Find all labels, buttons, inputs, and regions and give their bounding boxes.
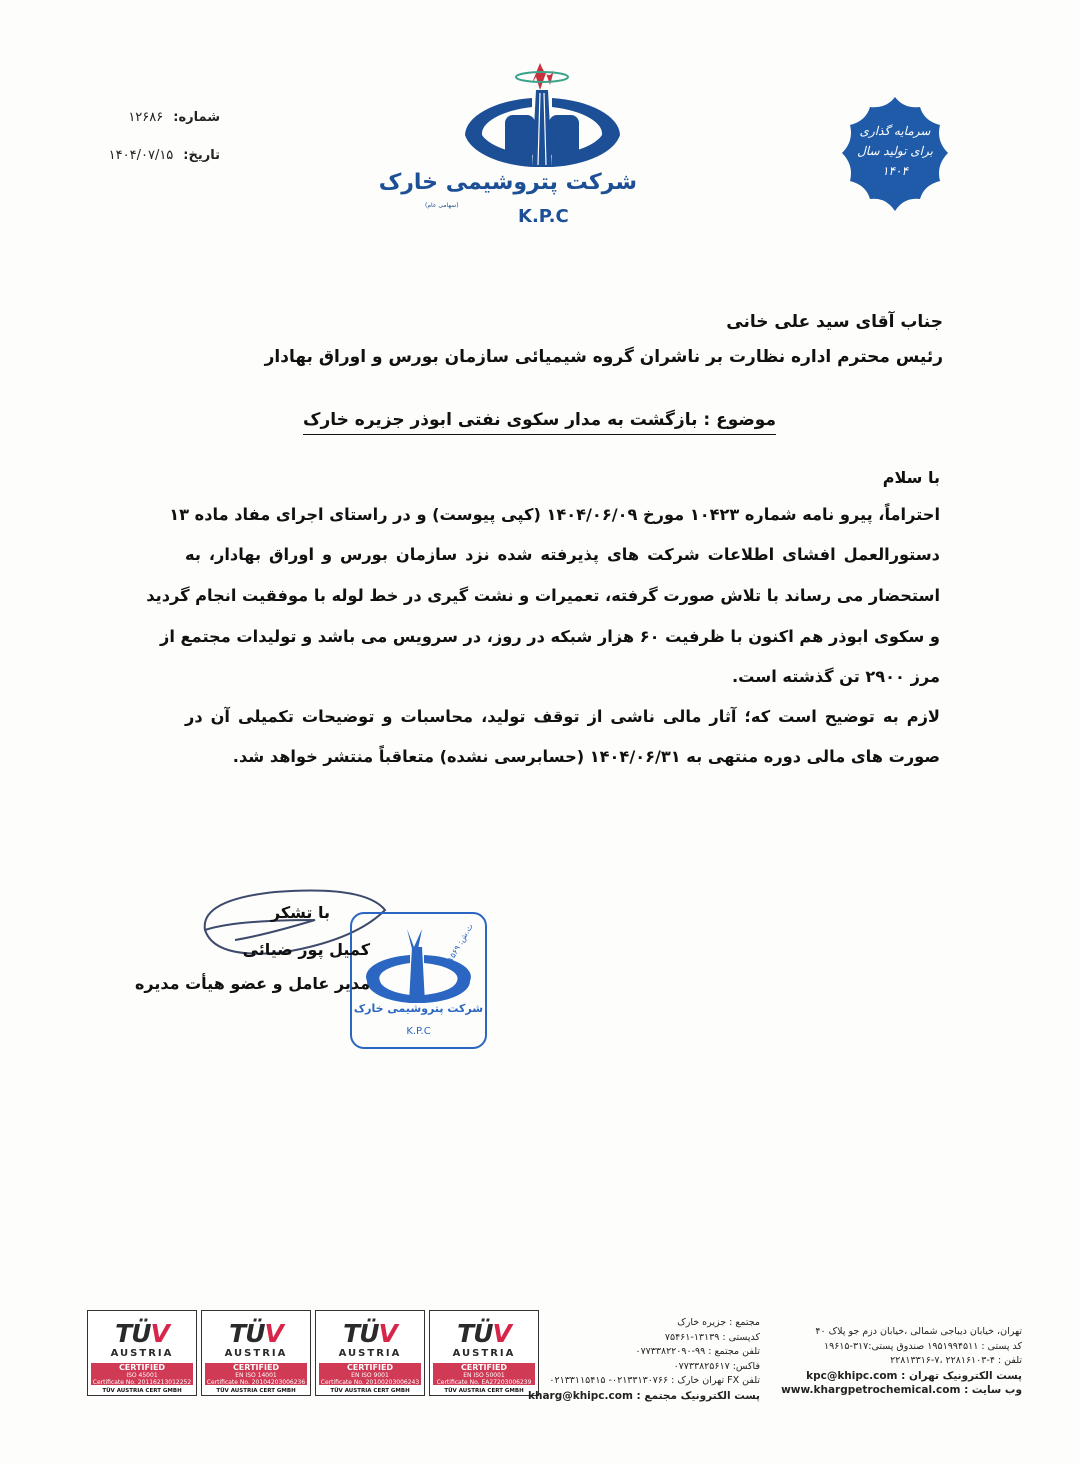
signer-title: مدیر عامل و عضو هیأت مدیره: [134, 974, 370, 993]
cert-standard: EN ISO 50001: [463, 1372, 505, 1379]
motto-text: سرمایه گذاری برای تولید سال ۱۴۰۴: [857, 124, 933, 178]
cert-standard: ISO 45001: [126, 1372, 158, 1379]
cert-label: CERTIFIED: [232, 1363, 280, 1372]
number-label: شماره:: [173, 110, 220, 125]
cert-country: AUSTRIA: [110, 1348, 174, 1359]
company-logo-icon: [460, 55, 630, 175]
recipient-name: جناب آقای سید علی خانی: [726, 312, 943, 332]
company-name: شرکت پتروشیمی خارک: [378, 170, 637, 195]
complex-line: مجتمع : جزیره خارک: [677, 1317, 760, 1328]
letter-date: [100, 148, 220, 163]
cert-issuer: TÜV AUSTRIA CERT GMBH: [330, 1388, 410, 1394]
tuv-logo-icon: TÜV: [115, 1319, 169, 1348]
date-label: تاریخ:: [183, 148, 220, 163]
cert-label: CERTIFIED: [118, 1363, 166, 1372]
body-line: دستورالعمل افشای اطلاعات شرکت های پذیرفته شده نزد سازمان بورس و اوراق بهادار، به: [185, 545, 940, 564]
stamp-reg: ث.ش: ۱۱۵۶۹: [444, 922, 476, 967]
certificate-badge: [201, 1310, 311, 1396]
company-abbr: K.P.C: [518, 206, 569, 227]
body-line: و سکوی ابوذر هم اکنون با ظرفیت ۶۰ هزار شبکه در روز، در سرویس می باشد و تولیدات مجتمع از: [160, 627, 940, 646]
stamp-text: شرکت پتروشیمی خارک: [353, 1002, 484, 1015]
certificate-badge: [429, 1310, 539, 1396]
cert-number: Certificate No. EA27203006239: [436, 1379, 532, 1386]
cert-number: Certificate No. 20116213012252: [92, 1379, 192, 1386]
stamp-abbr: K.P.C: [406, 1026, 431, 1037]
complex-line: کدپستی : ۱۳۱۳۹-۷۵۴۶۱: [664, 1331, 760, 1343]
cert-country: AUSTRIA: [338, 1348, 402, 1359]
body-line: استحضار می رساند با تلاش صورت گرفته، تعمیرات و نشت گیری در خط لوله با موفقیت انجام گردید: [146, 586, 940, 605]
greeting: با سلام: [882, 468, 940, 487]
complex-address: [528, 1316, 760, 1403]
closing: با تشکر: [270, 903, 330, 922]
cert-issuer: TÜV AUSTRIA CERT GMBH: [444, 1388, 524, 1394]
cert-standard: EN ISO 9001: [351, 1372, 389, 1379]
tuv-logo-icon: TÜV: [343, 1319, 397, 1348]
tehran-address: [781, 1325, 1022, 1398]
cert-country: AUSTRIA: [224, 1348, 288, 1359]
cert-standard: EN ISO 14001: [235, 1372, 277, 1379]
tehran-email: پست الکترونیک تهران : kpc@khipc.com: [806, 1369, 1022, 1382]
date-value: ۱۴۰۴/۰۷/۱۵: [108, 148, 174, 163]
tuv-logo-icon: TÜV: [229, 1319, 283, 1348]
signer-name: کمیل پور ضیائی: [242, 940, 370, 959]
cert-issuer: TÜV AUSTRIA CERT GMBH: [102, 1388, 182, 1394]
complex-line: تلفن مجتمع : ۹۹-۰۷۷۳۳۸۲۲۰۹۰: [635, 1346, 760, 1357]
body-line: مرز ۲۹۰۰ تن گذشته است.: [732, 667, 940, 686]
company-stamp: [350, 912, 487, 1049]
letter-number: [100, 110, 220, 125]
complex-line: فاکس: ۰۷۷۳۳۸۲۵۶۱۷: [673, 1360, 760, 1372]
complex-email: پست الکترونیک مجتمع : kharg@khipc.com: [527, 1389, 760, 1402]
cert-country: AUSTRIA: [452, 1348, 516, 1359]
cert-number: Certificate No. 20104203006236: [206, 1379, 306, 1386]
cert-label: CERTIFIED: [346, 1363, 394, 1372]
tehran-line: کد پستی : ۱۹۵۱۹۹۴۵۱۱ صندوق پستی:۳۱۷-۱۹۶۱۵: [823, 1340, 1022, 1352]
tehran-line: تلفن : ۴-۲۲۸۱۶۱۰۳ ،۷-۲۲۸۱۳۳۱۶: [890, 1355, 1022, 1366]
website: وب سایت : www.khargpetrochemical.com: [781, 1384, 1022, 1396]
complex-line: تلفن FX تهران خارک : ۰۲۱۳۳۱۳۰۷۶۶- ۰۲۱۳۳۱۱۵۴۱۵: [549, 1375, 760, 1386]
recipient-title: رئیس محترم اداره نظارت بر ناشران گروه شیمیائی سازمان بورس و اوراق بهادار: [264, 347, 943, 367]
body-line: احتراماً، پیرو نامه شماره ۱۰۴۲۳ مورخ ۱۴۰۴/۰۶/۰۹ (کپی پیوست) و در راستای اجرای مفاد ماده ۱۳: [169, 505, 940, 524]
letter-subject: موضوع : بازگشت به مدار سکوی نفتی ابوذر جزیره خارک: [303, 410, 776, 435]
certificate-badge: [315, 1310, 425, 1396]
certificate-badge: [87, 1310, 197, 1396]
motto-emblem: [840, 95, 950, 213]
tehran-line: تهران، خیابان دیباجی شمالی ،خیابان دزم جو پلاک ۴۰: [815, 1326, 1022, 1337]
body-line: لازم به توضیح است که؛ آثار مالی ناشی از توقف تولید، محاسبات و توضیحات تکمیلی آن در: [185, 707, 940, 726]
number-value: ۱۲۶۸۶: [128, 110, 164, 125]
cert-issuer: TÜV AUSTRIA CERT GMBH: [216, 1388, 296, 1394]
cert-number: Certificate No. 20100203006243: [320, 1379, 420, 1386]
tuv-logo-icon: TÜV: [457, 1319, 511, 1348]
cert-label: CERTIFIED: [460, 1363, 508, 1372]
body-line: صورت های مالی دوره منتهی به ۱۴۰۴/۰۶/۳۱ (حسابرسی نشده) متعاقباً منتشر خواهد شد.: [232, 747, 940, 766]
company-type: (سهامی عام): [425, 202, 459, 209]
